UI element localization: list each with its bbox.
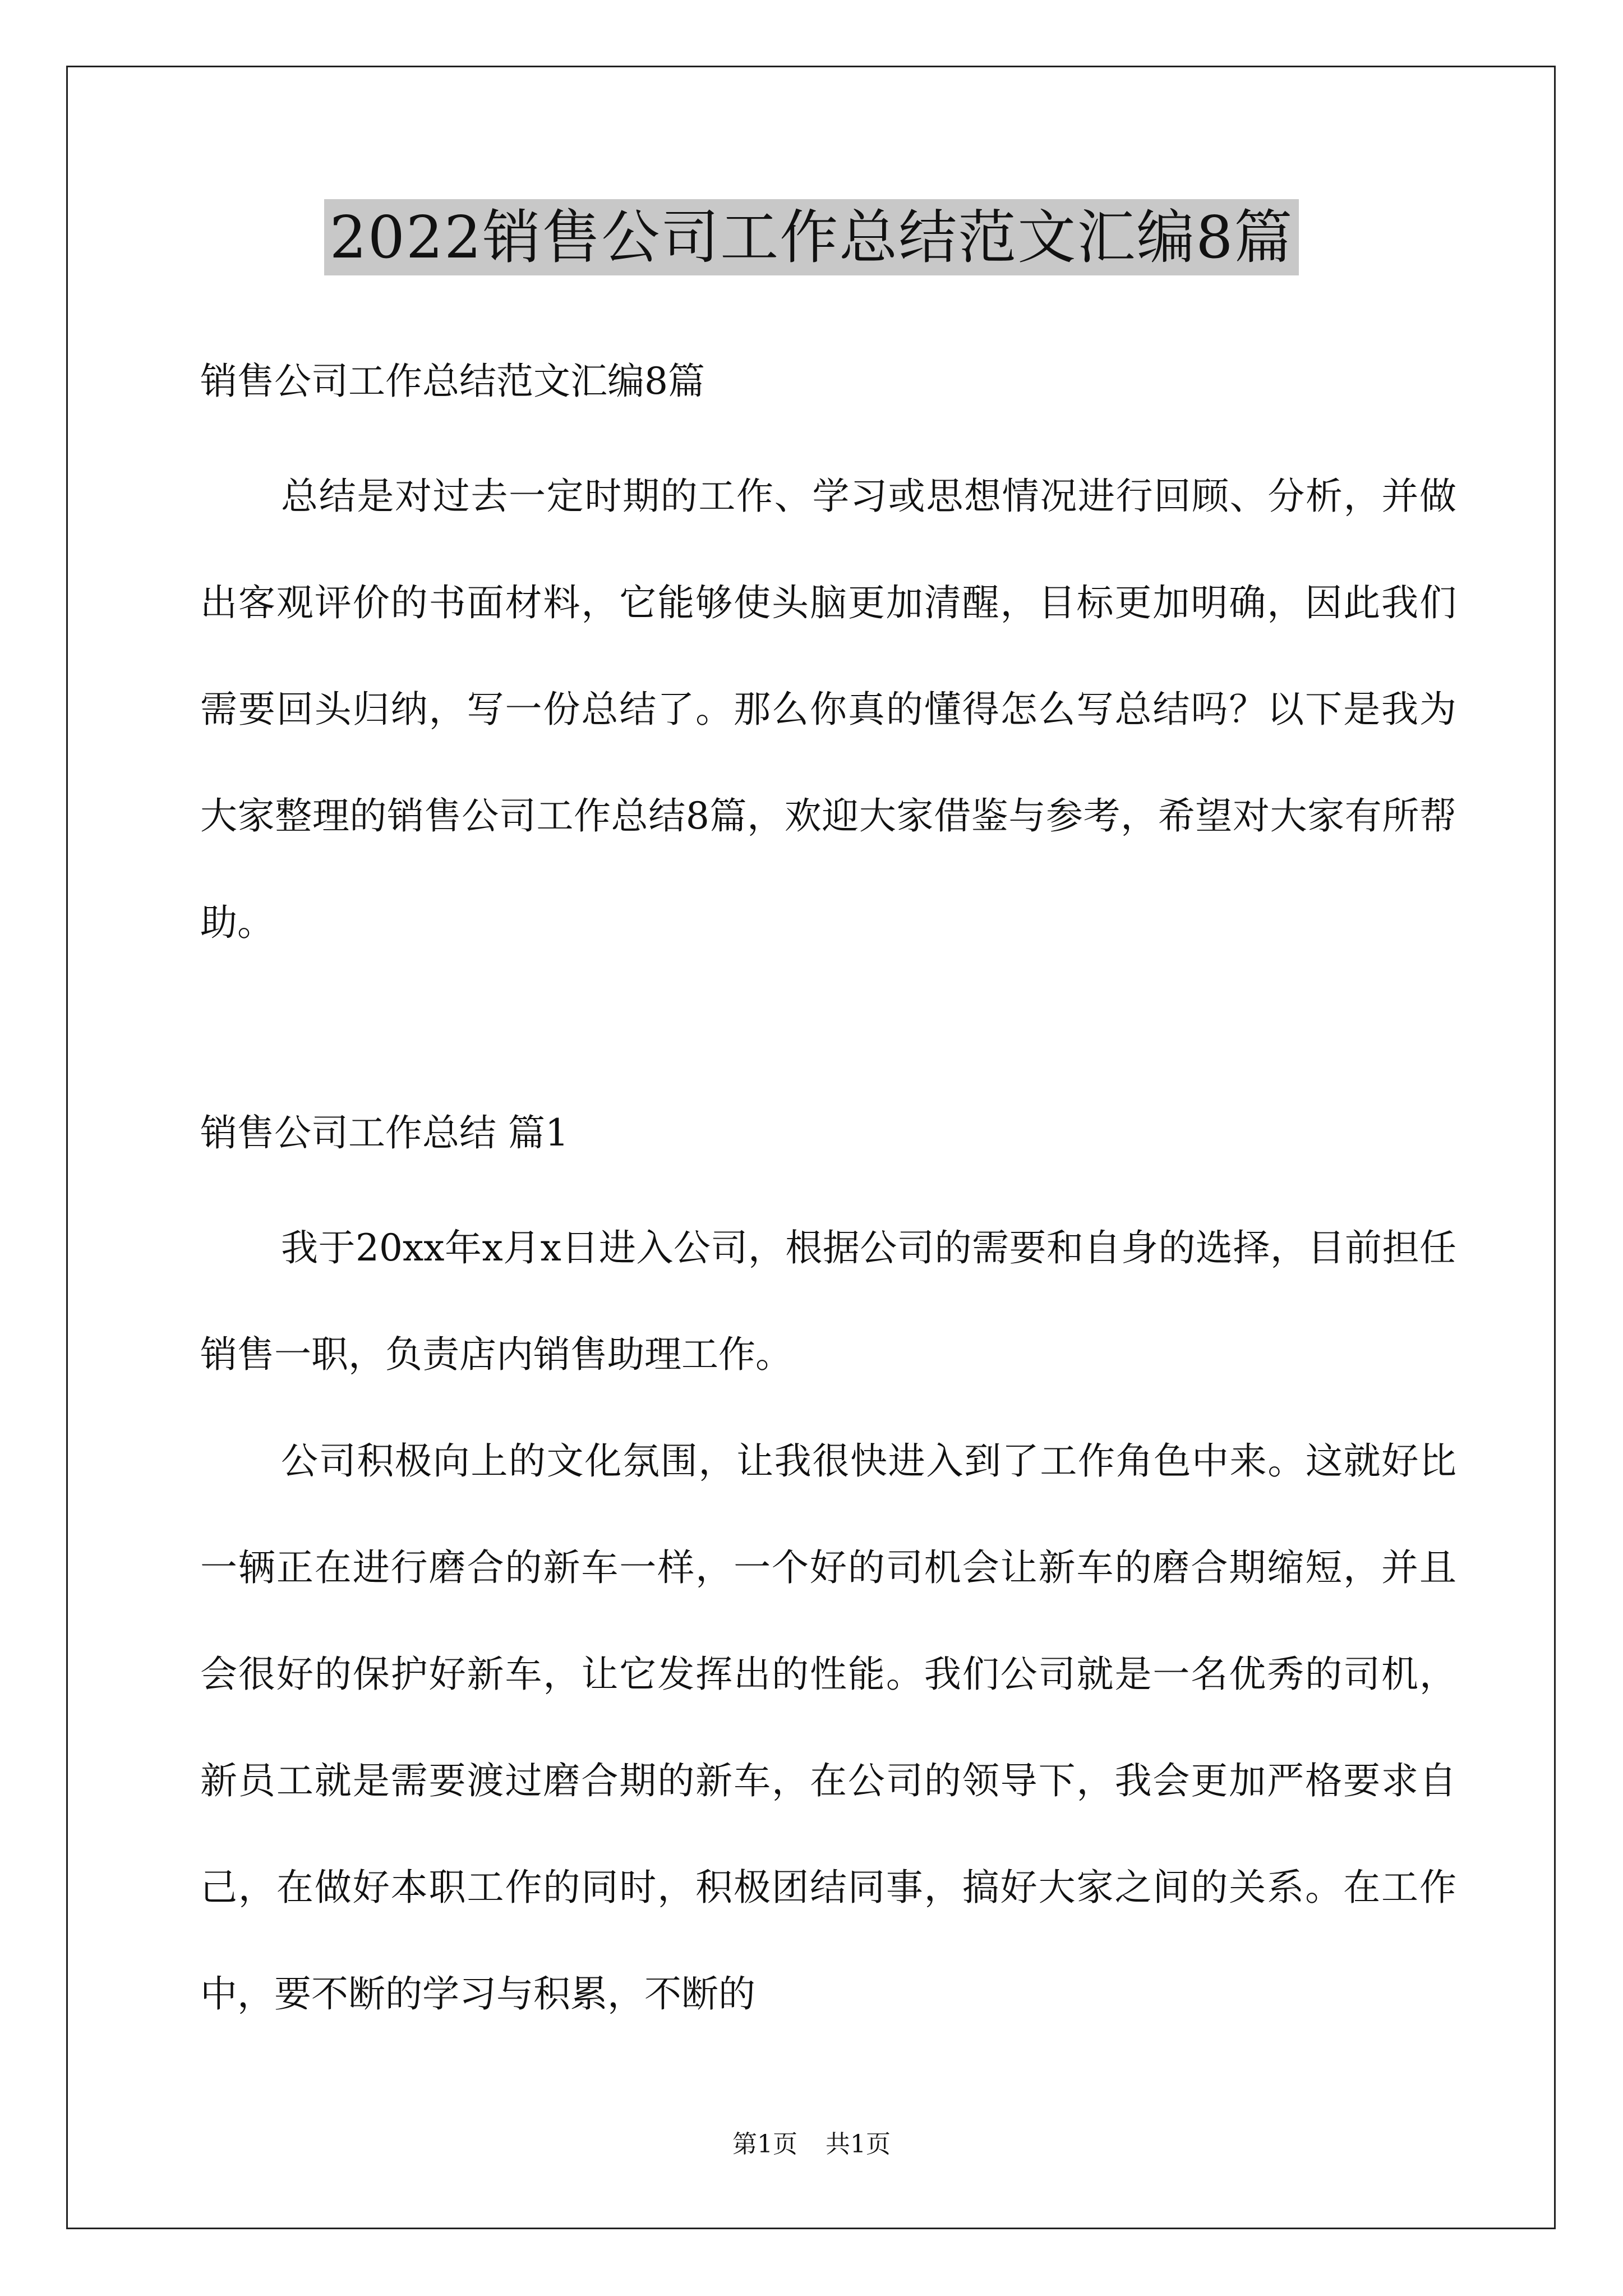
document-title: 2022销售公司工作总结范文汇编8篇 bbox=[324, 199, 1299, 275]
body-paragraph: 公司积极向上的文化氛围，让我很快进入到了工作角色中来。这就好比一辆正在进行磨合的新车一样，一个好的司机会让新车的磨合期缩短，并且会很好的保护好新车，让它发挥出的性能。我们公司就是一名优秀的司机，新员工就是需要渡过磨合期的新车，在公司的领导下，我会更加严格要求自己，在做好本职工作的同时，积极团结同事，搞好大家之间的关系。在工作中，要不断的学习与积累，不断的 bbox=[200, 1439, 1456, 2016]
document-subtitle: 销售公司工作总结范文汇编8篇 bbox=[200, 360, 705, 403]
page-footer bbox=[0, 2128, 1623, 2161]
page-number: 第1页 bbox=[732, 2130, 797, 2159]
document-body bbox=[200, 337, 1456, 2047]
page-total: 共1页 bbox=[826, 2130, 891, 2159]
title-block bbox=[0, 199, 1623, 275]
intro-paragraph: 总结是对过去一定时期的工作、学习或思想情况进行回顾、分析，并做出客观评价的书面材料，它能够使头脑更加清醒，目标更加明确，因此我们需要回头归纳，写一份总结了。那么你真的懂得怎么写总结吗？以下是我为大家整理的销售公司工作总结8篇，欢迎大家借鉴与参考，希望对大家有所帮助。 bbox=[200, 475, 1456, 944]
body-paragraph: 我于20xx年x月x日进入公司，根据公司的需要和自身的选择，目前担任销售一职，负责店内销售助理工作。 bbox=[200, 1226, 1456, 1376]
section-heading: 销售公司工作总结 篇1 bbox=[200, 1111, 569, 1154]
